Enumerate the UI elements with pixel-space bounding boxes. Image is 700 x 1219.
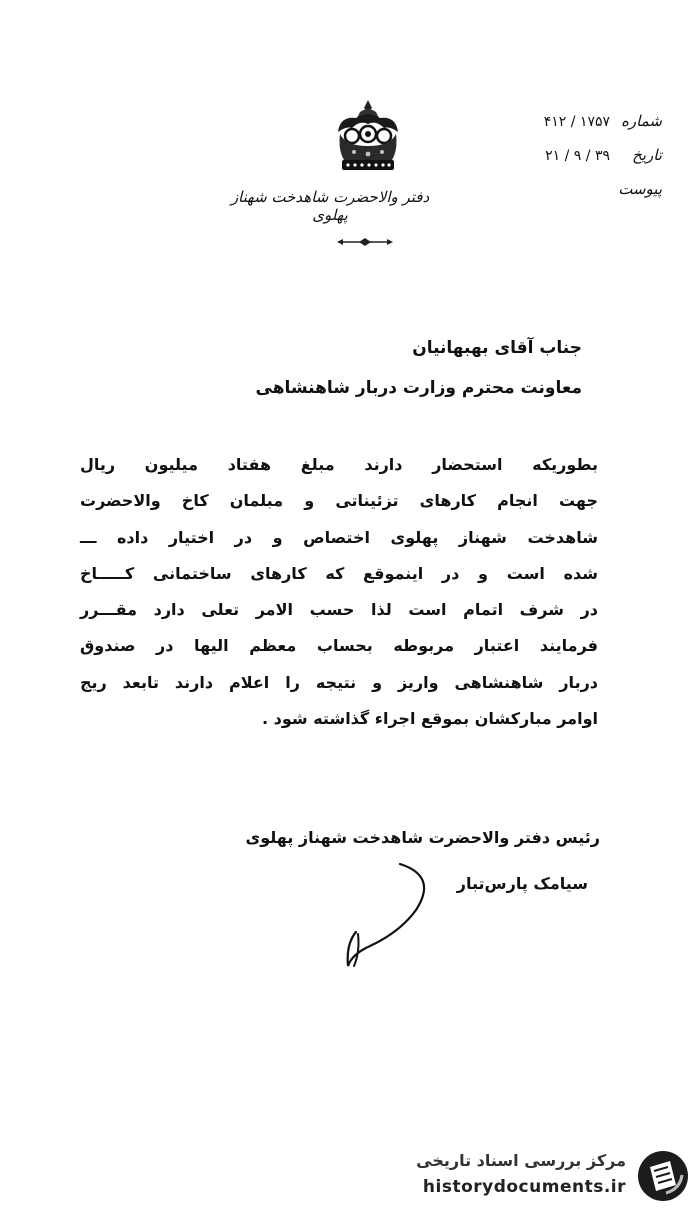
letter-body <box>80 447 598 737</box>
reference-block <box>472 112 662 214</box>
archive-logo-icon <box>636 1149 690 1203</box>
reference-date-row <box>472 146 662 180</box>
body-line: فرمایند اعتبار مربوطه بحساب معظم الیها در صندوق <box>80 636 598 656</box>
number-label: شماره <box>621 112 662 130</box>
body-line: شده است و در اینموقع که کارهای ساختمانی کـــــاخ <box>80 563 598 583</box>
pahlavi-crown-icon <box>330 98 406 176</box>
watermark-url: historydocuments.ir <box>422 1177 626 1197</box>
body-line: در شرف اتمام است لذا حسب الامر تعلی دارد مقـــرر <box>80 600 598 620</box>
date-label: تاریخ <box>632 146 662 164</box>
date-value: ۳۹ / ۹ / ۲۱ <box>545 148 610 164</box>
watermark-title: مرکز بررسی اسناد تاریخی <box>416 1151 626 1170</box>
archive-watermark <box>390 1147 690 1207</box>
reference-attachment-row <box>472 180 662 214</box>
body-line: اوامر مبارکشان بموقع اجراء گذاشته شود . <box>262 709 598 729</box>
addressee-name: جناب آقای بهبهانیان <box>412 338 582 358</box>
body-line: دربار شاهنشاهی واریز و نتیجه را اعلام دارند تابعد ریج <box>80 672 598 692</box>
reference-number-row <box>472 112 662 146</box>
body-line: جهت انجام کارهای تزئیناتی و مبلمان کاخ والاحضرت <box>80 491 598 511</box>
number-value: ۱۷۵۷ / ۴۱۲ <box>543 114 610 130</box>
ornament-divider <box>335 236 395 248</box>
signer-title: رئیس دفتر والاحضرت شاهدخت شهناز پهلوی <box>245 828 600 847</box>
body-line: بطوریکه استحضار دارند مبلغ هفتاد میلیون ریال <box>80 455 598 474</box>
office-name: دفتر والاحضرت شاهدخت شهناز پهلوی <box>230 188 430 224</box>
addressee <box>62 328 582 408</box>
handwritten-signature <box>330 862 440 972</box>
addressee-title: معاونت محترم وزارت دربار شاهنشاهی <box>255 378 582 398</box>
attachment-label: پیوست <box>618 180 662 198</box>
body-line: شاهدخت شهناز پهلوی اختصاص و در اختیار داده ـــ <box>80 527 598 547</box>
signer-name: سیامک پارس‌تبار <box>456 874 588 893</box>
